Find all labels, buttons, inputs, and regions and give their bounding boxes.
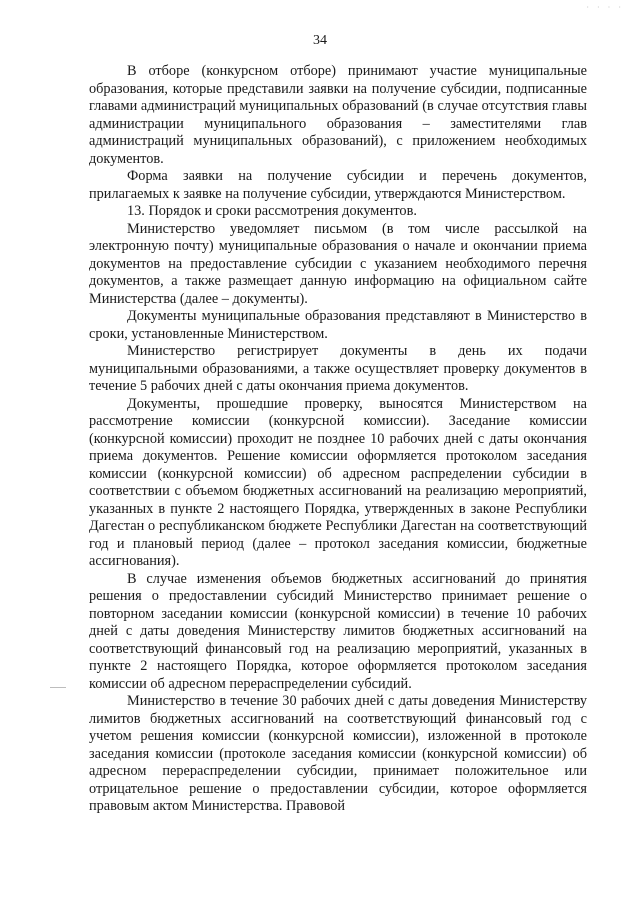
section-heading-13: 13. Порядок и сроки рассмотрения документов. (127, 203, 417, 219)
scan-artifact: · · · · (586, 3, 624, 12)
paragraph-selection-participants: В отборе (конкурсном отборе) принимают участие муниципальные образования, которые представили заявки на получение субсидии, подписанные главами администраций муниципальных образований (в случае отсутствия главы администрации муниципального образования – заместителями глав администраций муниципальных образований), с приложением необходимых документов. (89, 63, 587, 167)
paragraph-submission-deadline: Документы муниципальные образования представляют в Министерство в сроки, установленные Министерством. (89, 308, 587, 342)
paragraph-commission-review: Документы, прошедшие проверку, выносятся Министерством на рассмотрение комиссии (конкурсной комиссии). Заседание комиссии (конкурсной комиссии) проходит не позднее 10 рабочих дней с даты окончания приема документов. Решение комиссии оформляется протоколом заседания комиссии (конкурсной комиссии) об адресном распределении субсидии в соответствии с объемом бюджетных ассигнований на реализацию мероприятий, указанных в пункте 2 настоящего Порядка, утвержденных в законе Республики Дагестан о республиканском бюджете Республики Дагестан на соответствующий год и плановый период (далее – протокол заседания комиссии, бюджетные ассигнования). (89, 395, 587, 569)
paragraph-registration-check: Министерство регистрирует документы в день их подачи муниципальными образованиями, а также осуществляет проверку документов в течение 5 рабочих дней с даты окончания приема документов. (89, 343, 587, 394)
margin-mark (50, 687, 66, 688)
paragraph-ministry-notification: Министерство уведомляет письмом (в том числе рассылкой на электронную почту) муниципальные образования о начале и окончании приема документов на предоставление субсидии с указанием необходимого перечня документов, а также размещает данную информацию на официальном сайте Министерства (далее – документы). (89, 220, 587, 307)
document-body (89, 63, 587, 816)
page-number: 34 (313, 33, 327, 48)
paragraph-allocation-change: В случае изменения объемов бюджетных ассигнований до принятия решения о предоставлении субсидий Министерство принимает решение о повторном заседании комиссии (конкурсной комиссии) в течение 10 рабочих дней с даты доведения Министерству лимитов бюджетных ассигнований на соответствующий финансовый год на реализацию мероприятий, указанных в пункте 2 настоящего Порядка, которое оформляется протоколом заседания комиссии об адресном перераспределении субсидий. (89, 570, 587, 692)
paragraph-ministry-decision: Министерство в течение 30 рабочих дней с даты доведения Министерству лимитов бюджетных ассигнований на соответствующий финансовый год с учетом решения комиссии (конкурсной комиссии), изложенной в протоколе заседания комиссии (протоколе заседания комиссии (конкурсной комиссии) об адресном перераспределении субсидии, принимает положительное или отрицательное решение о предоставлении субсидии, которое оформляется правовым актом Министерства. Правовой (89, 693, 587, 814)
paragraph-application-form: Форма заявки на получение субсидии и перечень документов, прилагаемых к заявке на получение субсидии, утверждаются Министерством. (89, 168, 587, 202)
